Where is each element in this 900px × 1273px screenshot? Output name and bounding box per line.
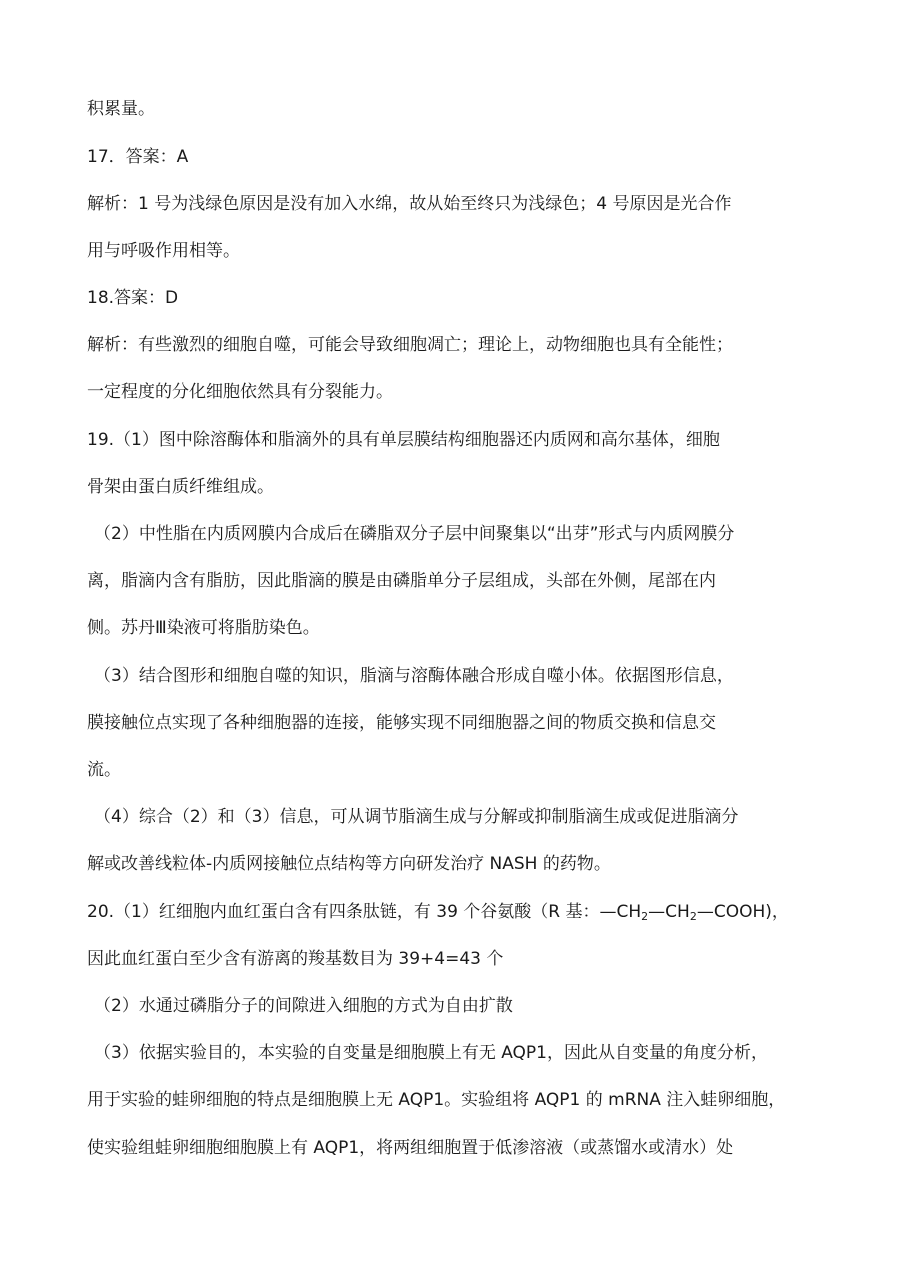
formula-text: —CH	[648, 902, 690, 922]
text-line: （2）水通过磷脂分子的间隙进入细胞的方式为自由扩散	[94, 996, 513, 1016]
text-line: 侧。苏丹Ⅲ染液可将脂肪染色。	[87, 618, 320, 638]
text-line: 离，脂滴内含有脂肪，因此脂滴的膜是由磷脂单分子层组成，头部在外侧，尾部在内	[87, 571, 716, 591]
subscript: 2	[641, 910, 649, 923]
subscript: 2	[689, 910, 697, 923]
formula-text: —COOH)，	[696, 902, 789, 922]
question-19-line: 19.（1）图中除溶酶体和脂滴外的具有单层膜结构细胞器还内质网和高尔基体，细胞	[87, 430, 720, 450]
text-line: 用于实验的蛙卵细胞的特点是细胞膜上无 AQP1。实验组将 AQP1 的 mRNA 注入蛙卵细胞，	[87, 1090, 786, 1110]
text-line: 解析：1 号为浅绿色原因是没有加入水绵，故从始至终只为浅绿色；4 号原因是光合作	[87, 194, 732, 214]
text-line: 解或改善线粒体-内质网接触位点结构等方向研发治疗 NASH 的药物。	[87, 854, 611, 874]
text-line: （2）中性脂在内质网膜内合成后在磷脂双分子层中间聚集以“出芽”形式与内质网膜分	[94, 524, 735, 544]
text-line: 膜接触位点实现了各种细胞器的连接，能够实现不同细胞器之间的物质交换和信息交	[87, 713, 716, 733]
text-line: 解析：有些激烈的细胞自噬，可能会导致细胞凋亡；理论上，动物细胞也具有全能性；	[87, 335, 733, 355]
text-line: （3）结合图形和细胞自噬的知识，脂滴与溶酶体融合形成自噬小体。依据图形信息，	[94, 666, 734, 686]
text-line: 用与呼吸作用相等。	[87, 241, 240, 261]
text-line: （4）综合（2）和（3）信息，可从调节脂滴生成与分解或抑制脂滴生成或促进脂滴分	[94, 807, 739, 827]
text-line: 流。	[87, 760, 121, 780]
text-line: 因此血红蛋白至少含有游离的羧基数目为 39+4=43 个	[87, 949, 504, 969]
question-20-line	[87, 900, 789, 924]
text-line: （3）依据实验目的，本实验的自变量是细胞膜上有无 AQP1，因此从自变量的角度分析，	[94, 1043, 768, 1063]
answer-17: 17．答案：A	[87, 147, 189, 167]
text-line: 一定程度的分化细胞依然具有分裂能力。	[87, 382, 393, 402]
answer-18: 18.答案：D	[87, 288, 179, 308]
text-line: 积累量。	[87, 99, 155, 119]
formula-text: 20.（1）红细胞内血红蛋白含有四条肽链，有 39 个谷氨酸（R 基：—CH	[87, 902, 642, 922]
text-line: 骨架由蛋白质纤维组成。	[87, 477, 274, 497]
text-line: 使实验组蛙卵细胞细胞膜上有 AQP1，将两组细胞置于低渗溶液（或蒸馏水或清水）处	[87, 1138, 734, 1158]
